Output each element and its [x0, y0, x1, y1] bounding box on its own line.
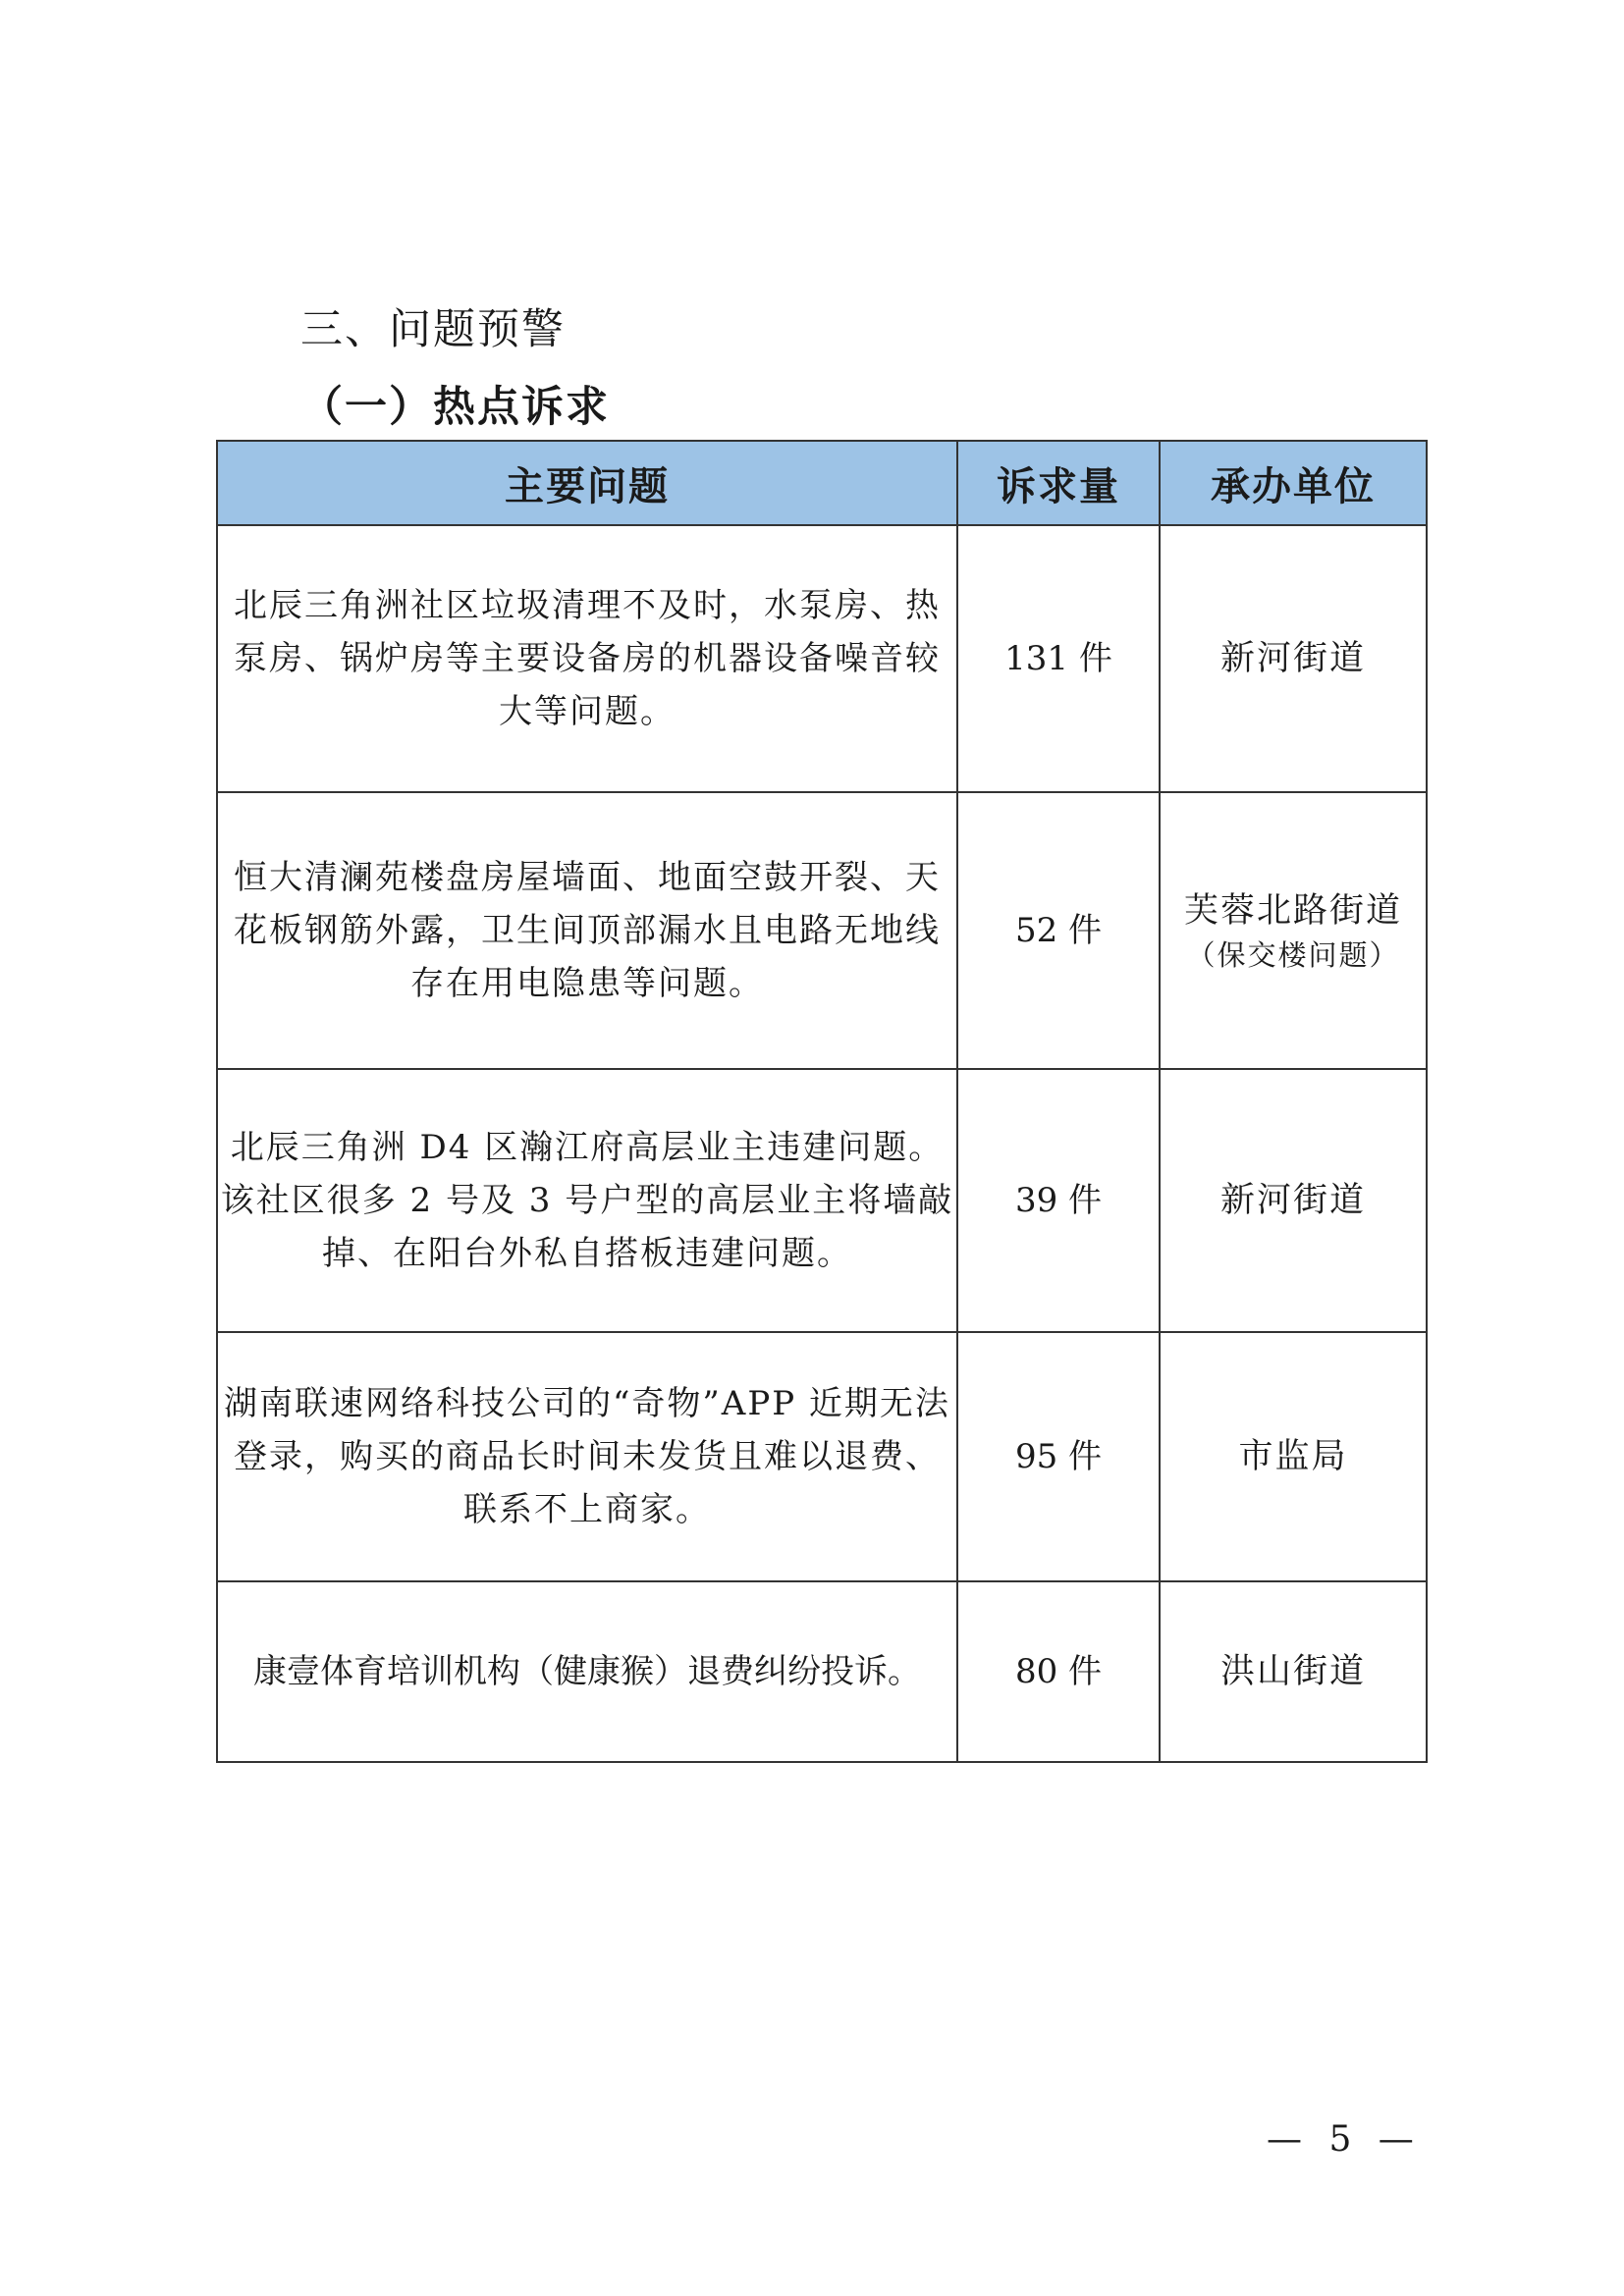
count-cell: 52 件 [957, 792, 1160, 1069]
table-row [217, 525, 1427, 792]
header-unit: 承办单位 [1160, 441, 1427, 525]
issue-cell: 恒大清澜苑楼盘房屋墙面、地面空鼓开裂、天花板钢筋外露，卫生间顶部漏水且电路无地线存在用电隐患等问题。 [217, 792, 957, 1069]
issue-cell: 北辰三角洲社区垃圾清理不及时，水泵房、热泵房、锅炉房等主要设备房的机器设备噪音较大等问题。 [217, 525, 957, 792]
unit-note: （保交楼问题） [1186, 938, 1400, 972]
unit-name: 市监局 [1238, 1437, 1348, 1476]
header-issue: 主要问题 [217, 441, 957, 525]
issue-cell: 北辰三角洲 D4 区瀚江府高层业主违建问题。该社区很多 2 号及 3 号户型的高层业主将墙敲掉、在阳台外私自搭板违建问题。 [217, 1069, 957, 1332]
hot-issues-table [216, 440, 1428, 1763]
header-count: 诉求量 [957, 441, 1160, 525]
count-cell: 131 件 [957, 525, 1160, 792]
table-header-row [217, 441, 1427, 525]
unit-cell [1160, 792, 1427, 1069]
page-number: — 5 — [1267, 2119, 1422, 2160]
table-row [217, 1332, 1427, 1581]
table-row [217, 792, 1427, 1069]
issue-cell: 湖南联速网络科技公司的“奇物”APP 近期无法登录，购买的商品长时间未发货且难以退费、联系不上商家。 [217, 1332, 957, 1581]
unit-name: 新河街道 [1219, 639, 1366, 678]
unit-cell [1160, 1332, 1427, 1581]
table-row [217, 1581, 1427, 1762]
count-cell: 80 件 [957, 1581, 1160, 1762]
unit-name: 洪山街道 [1219, 1652, 1366, 1691]
unit-name: 芙蓉北路街道 [1183, 891, 1402, 931]
count-cell: 39 件 [957, 1069, 1160, 1332]
unit-name: 新河街道 [1219, 1181, 1366, 1220]
subsection-title: （一）热点诉求 [300, 383, 610, 432]
unit-cell [1160, 1069, 1427, 1332]
unit-cell [1160, 1581, 1427, 1762]
issue-cell: 康壹体育培训机构（健康猴）退费纠纷投诉。 [217, 1581, 957, 1762]
section-title: 三、问题预警 [300, 305, 566, 354]
unit-cell [1160, 525, 1427, 792]
table-row [217, 1069, 1427, 1332]
count-cell: 95 件 [957, 1332, 1160, 1581]
